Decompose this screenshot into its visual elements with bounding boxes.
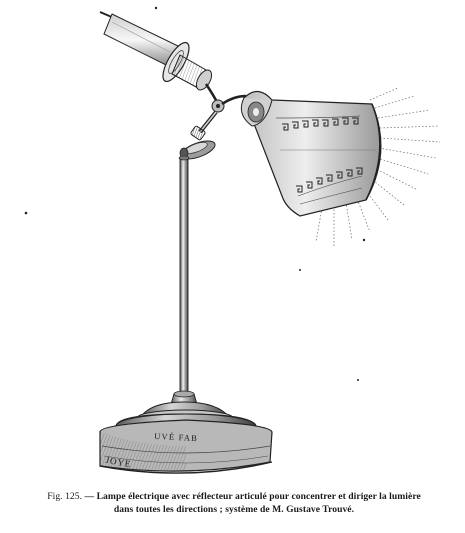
lamp-rod — [179, 156, 189, 394]
speck — [155, 7, 157, 9]
caption-text-1: — Lampe électrique avec réflecteur articulé pour concentrer et diriger la lumière — [84, 491, 421, 502]
figure-caption — [14, 490, 454, 516]
figure-label: Fig. 125. — [47, 491, 83, 502]
reflector-shade — [241, 91, 380, 216]
speck — [25, 212, 28, 215]
speck — [357, 379, 359, 381]
caption-line-1 — [14, 490, 454, 503]
speck — [299, 269, 301, 271]
caption-text-2: dans toutes les directions ; système de M. Gustave Trouvé. — [113, 504, 355, 515]
lamp-bulb-tube — [100, 12, 215, 93]
base-engraving-text: UVÉ FAB — [153, 430, 199, 444]
articulated-joint — [190, 84, 246, 141]
base-side-text: JOYE — [104, 454, 133, 470]
speck — [363, 239, 365, 241]
